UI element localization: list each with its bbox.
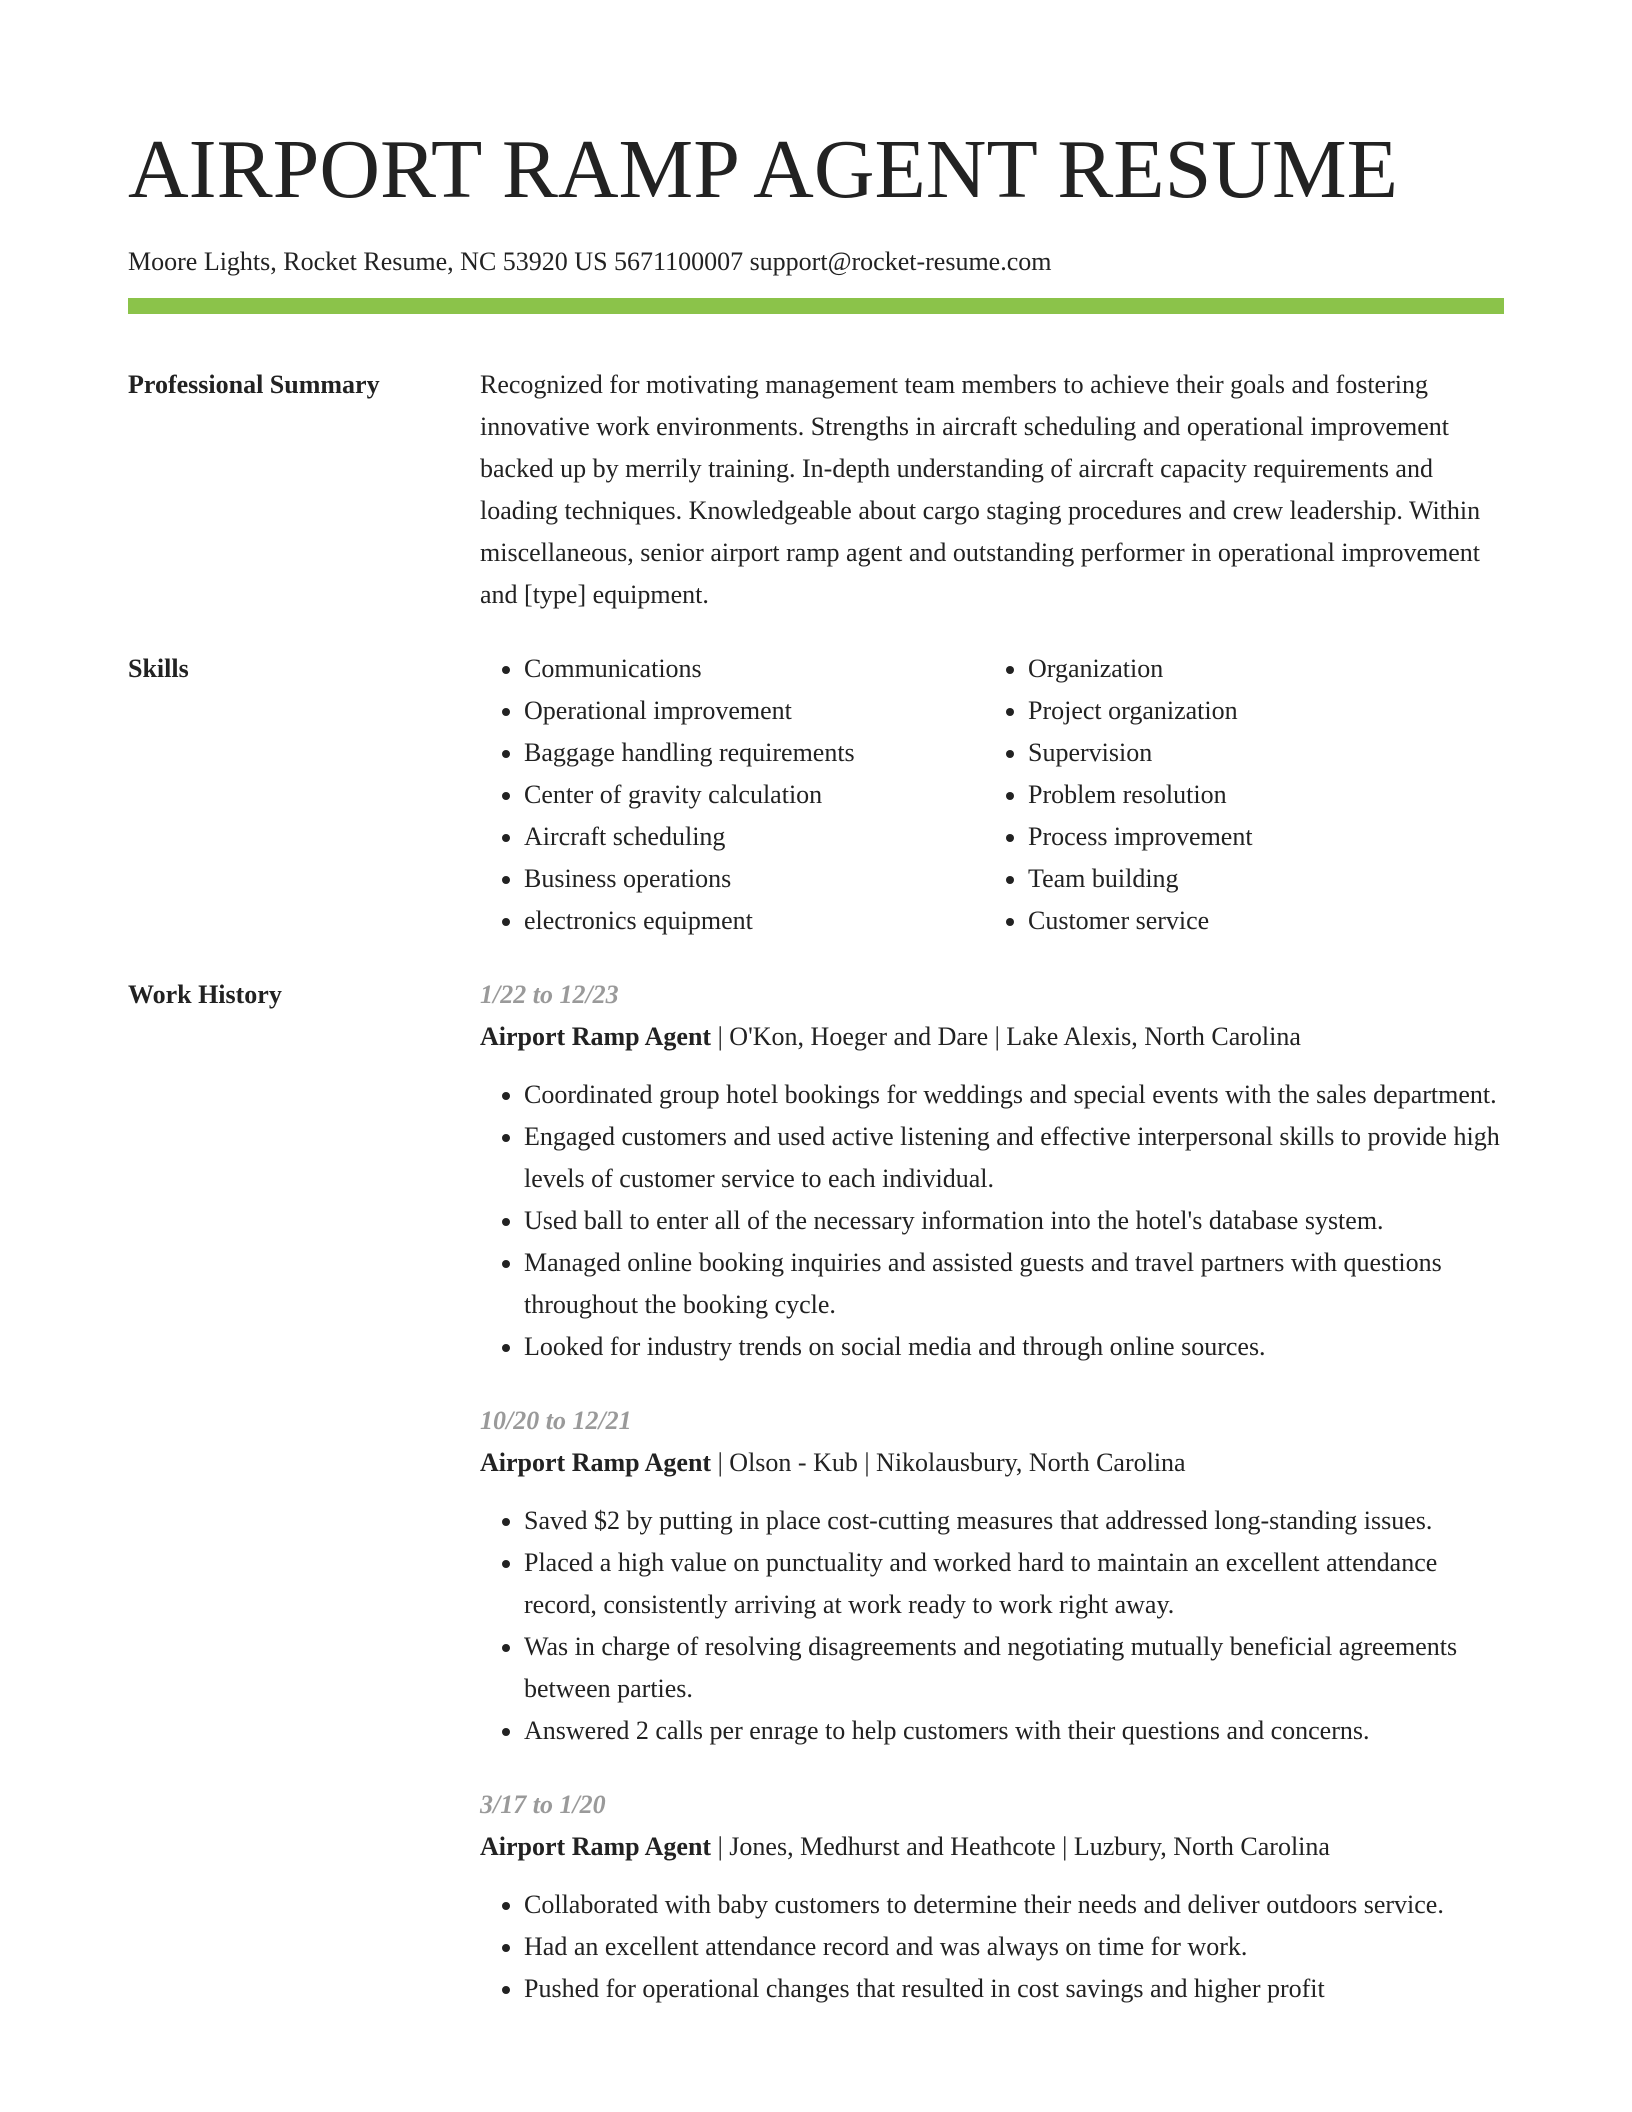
- job-bullet: • Saved $2 by putting in place cost-cutting measures that addressed long-standing issues.: [524, 1500, 1504, 1542]
- job-entry: [480, 1400, 1504, 1752]
- skill-item: • Organization: [1028, 648, 1488, 690]
- job-heading: [480, 1016, 1504, 1058]
- job-bullet: • Collaborated with baby customers to determine their needs and deliver outdoors service.: [524, 1884, 1504, 1926]
- skill-item: • Aircraft scheduling: [524, 816, 984, 858]
- work-history-section: [128, 974, 1504, 2042]
- job-company-location: | O'Kon, Hoeger and Dare | Lake Alexis, North Carolina: [711, 1022, 1301, 1051]
- job-company-location: | Olson - Kub | Nikolausbury, North Carolina: [711, 1448, 1186, 1477]
- job-bullet: • Coordinated group hotel bookings for weddings and special events with the sales department.: [524, 1074, 1504, 1116]
- skill-item: • Supervision: [1028, 732, 1488, 774]
- skills-columns: [480, 648, 1504, 942]
- job-entry: [480, 1784, 1504, 2010]
- section-label-summary: Professional Summary: [128, 370, 380, 399]
- job-dates: 3/17 to 1/20: [480, 1790, 606, 1819]
- job-title: Airport Ramp Agent: [480, 1448, 712, 1477]
- job-heading: [480, 1826, 1504, 1868]
- job-bullet: • Used ball to enter all of the necessary information into the hotel's database system.: [524, 1200, 1504, 1242]
- job-dates: 1/22 to 12/23: [480, 980, 619, 1009]
- job-bullet: • Looked for industry trends on social media and through online sources.: [524, 1326, 1504, 1368]
- skills-body: [480, 648, 1504, 942]
- professional-summary-section: [128, 364, 1504, 616]
- job-company-location: | Jones, Medhurst and Heathcote | Luzbury, North Carolina: [711, 1832, 1330, 1861]
- job-title: Airport Ramp Agent: [480, 1832, 712, 1861]
- accent-divider: [128, 298, 1504, 314]
- job-bullet: • Pushed for operational changes that resulted in cost savings and higher profit: [524, 1968, 1504, 2010]
- section-label-skills: Skills: [128, 654, 189, 683]
- job-dates: 10/20 to 12/21: [480, 1406, 632, 1435]
- skill-item: • Team building: [1028, 858, 1488, 900]
- job-bullet: • Engaged customers and used active listening and effective interpersonal skills to provide high levels of customer service to each individual.: [524, 1116, 1504, 1200]
- skill-item: • Operational improvement: [524, 690, 984, 732]
- skill-item: • Project organization: [1028, 690, 1488, 732]
- resume-title: AIRPORT RAMP AGENT RESUME: [128, 123, 1398, 216]
- skill-item: • Baggage handling requirements: [524, 732, 984, 774]
- resume-page: [128, 0, 1504, 2042]
- job-bullet: • Had an excellent attendance record and was always on time for work.: [524, 1926, 1504, 1968]
- job-bullet: • Placed a high value on punctuality and worked hard to maintain an excellent attendance record, consistently arriving at work ready to work right away.: [524, 1542, 1504, 1626]
- section-label-work: Work History: [128, 980, 282, 1009]
- skills-list-left: [480, 648, 984, 942]
- job-bullet: • Answered 2 calls per enrage to help customers with their questions and concerns.: [524, 1710, 1504, 1752]
- skills-section: [128, 648, 1504, 942]
- skill-item: • Customer service: [1028, 900, 1488, 942]
- job-bullets: [480, 1884, 1504, 2010]
- skill-item: • Communications: [524, 648, 984, 690]
- contact-line: Moore Lights, Rocket Resume, NC 53920 US 5671100007 support@rocket-resume.com: [128, 247, 1052, 276]
- job-bullet: • Was in charge of resolving disagreements and negotiating mutually beneficial agreements between parties.: [524, 1626, 1504, 1710]
- job-entry: [480, 974, 1504, 1368]
- job-bullets: [480, 1500, 1504, 1752]
- job-heading: [480, 1442, 1504, 1484]
- skill-item: • Center of gravity calculation: [524, 774, 984, 816]
- skill-item: • Process improvement: [1028, 816, 1488, 858]
- summary-text: Recognized for motivating management team members to achieve their goals and fostering innovative work environments. Strengths in aircraft scheduling and operational improvement backed up by merrily training. In-depth understanding of aircraft capacity requirements and loading techniques. Knowledgeable about cargo staging procedures and crew leadership. Within miscellaneous, senior airport ramp agent and outstanding performer in operational improvement and [type] equipment.: [480, 370, 1481, 609]
- skill-item: • Problem resolution: [1028, 774, 1488, 816]
- skills-list-right: [984, 648, 1488, 942]
- work-history-body: [480, 974, 1504, 2042]
- skill-item: • Business operations: [524, 858, 984, 900]
- job-bullets: [480, 1074, 1504, 1368]
- job-bullet: • Managed online booking inquiries and assisted guests and travel partners with questions throughout the booking cycle.: [524, 1242, 1504, 1326]
- skill-item: • electronics equipment: [524, 900, 984, 942]
- job-title: Airport Ramp Agent: [480, 1022, 712, 1051]
